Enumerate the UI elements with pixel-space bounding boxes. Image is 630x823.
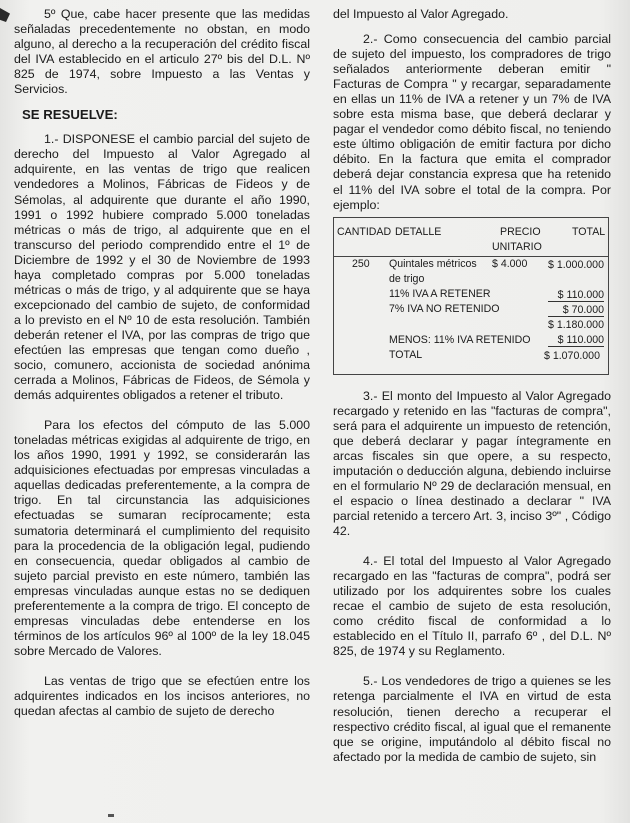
- paragraph-resuelve-1-computo: Para los efectos del cómputo de las 5.000 toneladas métricas exigidas al adquirente de trigo, en los años 1990, 1991 y 1992, se considerarán las adquisiciones efectuadas por empresas vinculadas a aquellas dedicadas preferentemente, a la compra de trigo. En tal circunstancia las adquisiciones efectuadas se sumaran recíprocamente; esta sumatoria determinará el cumplimiento del requisito para la procedencia de la obligación legal, pudiendo en consecuencia, quedar obligados al cambio de sujeto parcial previsto en este número, también las empresas vinculadas aunque estas no se dediquen preferentemente a la compra de trigo. El concepto de empresas vinculadas debe entenderse en los términos de los artículos 96º al 100º de la ley 18.045 sobre Mercado de Valores.: [14, 418, 310, 658]
- paragraph-resuelve-1: 1.- DISPONESE el cambio parcial del sujeto de derecho del Impuesto al Valor Agregado al adquirente, en las ventas de trigo que realicen vendedores a Molinos, Fábricas de Fideos y de Sémolas, al adquirente que durante el año 1990, 1991 o 1992 hubiere comprado 5.000 toneladas métricas o más de trigo, al adquirente que en el transcurso del periodo comprendido entre el 1º de Diciembre de 1992 y el 30 de Noviembre de 1993 haya completado compras por 5.000 toneladas métricas o más de trigo, y al adquirente que se haya excepcionado del cambio de sujeto, de conformidad a lo previsto en el Nº 10 de esta resolución. También deberán retener el IVA, por las compras de trigo que efectúen las empresas que tengan como dueño , socio, comunero, accionista de sociedad anónima cerrada a Molinos, Fábricas de Fideos, de Sémola y demás adquirentes obligados a retener el tributo.: [14, 132, 310, 403]
- paragraph-considerando-5: 5º Que, cabe hacer presente que las medidas señaladas precedentemente no obstan, en modo alguno, al derecho a la recuperación del crédito fiscal del IVA establecido en el articulo 27º bis del D.L. Nº 825 de 1974, sobre Impuesto a las Ventas y Servicios.: [14, 7, 310, 97]
- header-total: TOTAL: [572, 225, 606, 238]
- cell-total-4: $ 1.180.000: [548, 318, 604, 331]
- cell-total-2: $ 110.000: [548, 289, 604, 303]
- scan-artifact: [108, 814, 114, 817]
- header-unitario: UNITARIO: [492, 240, 542, 253]
- paragraph-resuelve-1-ventas: Las ventas de trigo que se efectúen entre los adquirentes indicados en los incisos anteriores, no quedan afectas al cambio de sujeto de derecho: [14, 673, 310, 719]
- cell-total-1: $ 1.000.000: [548, 258, 604, 271]
- cell-detalle-6: TOTAL: [389, 348, 423, 361]
- cell-cantidad: 250: [352, 257, 370, 270]
- left-column: [14, 7, 310, 719]
- header-detalle: DETALLE: [395, 225, 442, 238]
- cell-detalle-2: 11% IVA A RETENER: [389, 287, 491, 300]
- table-header: [334, 218, 608, 257]
- cell-precio: $ 4.000: [492, 257, 528, 270]
- header-cantidad: CANTIDAD: [337, 225, 392, 238]
- header-precio: PRECIO: [500, 225, 541, 238]
- cell-detalle-5: MENOS: 11% IVA RETENIDO: [389, 333, 531, 346]
- section-heading: SE RESUELVE:: [22, 107, 118, 123]
- cell-detalle-3: 7% IVA NO RETENIDO: [389, 302, 500, 315]
- paragraph-resuelve-2: 2.- Como consecuencia del cambio parcial de sujeto del impuesto, los compradores de trigo señalados anteriormente deberan emitir " Facturas de Compra " y recargar, separadamente en ellas un 11% de IVA a retener y un 7% de IVA sobre esta misma base, que deberá declarar y pagar el vendedor como débito fiscal, no teniendo este último obligación de emitir factura por dicho débito. En la factura que emita el comprador deberá dejar constancia expresa que ha retenido el 11% del IVA sobre el total de la compra. Por ejemplo:: [333, 32, 611, 212]
- paragraph-resuelve-3: 3.- El monto del Impuesto al Valor Agregado recargado y retenido en las "facturas de compra", será para el adquirente un impuesto de retención, que deberá declarar y pagar íntegramente en arcas fiscales sin que opere, a su respecto, imputación o deducción alguna, debiendo incluirse en el formulario Nº 29 de declaración mensual, en el espacio o línea destinado a declarar " IVA parcial retenido a tercero Art. 3, inciso 3º" , Código 42.: [333, 388, 611, 539]
- cell-total-3: $ 70.000: [548, 304, 604, 318]
- paragraph-continuation: del Impuesto al Valor Agregado.: [333, 7, 509, 21]
- cell-total-5: $ 110.000: [548, 334, 604, 348]
- cell-detalle-1: Quintales métricos: [389, 257, 477, 270]
- paragraph-resuelve-4: 4.- El total del Impuesto al Valor Agregado recargado en las "facturas de compra", podrá ser utilizado por los adquirentes sobre los cuales recae el cambio de sujeto de esta resolución, como crédito fiscal de conformidad a lo establecido en el Título II, parrafo 6º , del D.L. Nº 825, de 1974 y su Reglamento.: [333, 554, 611, 659]
- cell-total-6: $ 1.070.000: [544, 349, 600, 362]
- example-table: [333, 217, 609, 375]
- right-column: [333, 7, 611, 765]
- paragraph-resuelve-5: 5.- Los vendedores de trigo a quienes se les retenga parcialmente el IVA en virtud de esta resolución, tienen derecho a recuperar el respectivo crédito fiscal, al igual que el remanente que se origine, imputándolo al débito fiscal no afectado por la medida de cambio de sujeto, sin: [333, 674, 611, 764]
- cell-detalle-1b: de trigo: [389, 272, 425, 285]
